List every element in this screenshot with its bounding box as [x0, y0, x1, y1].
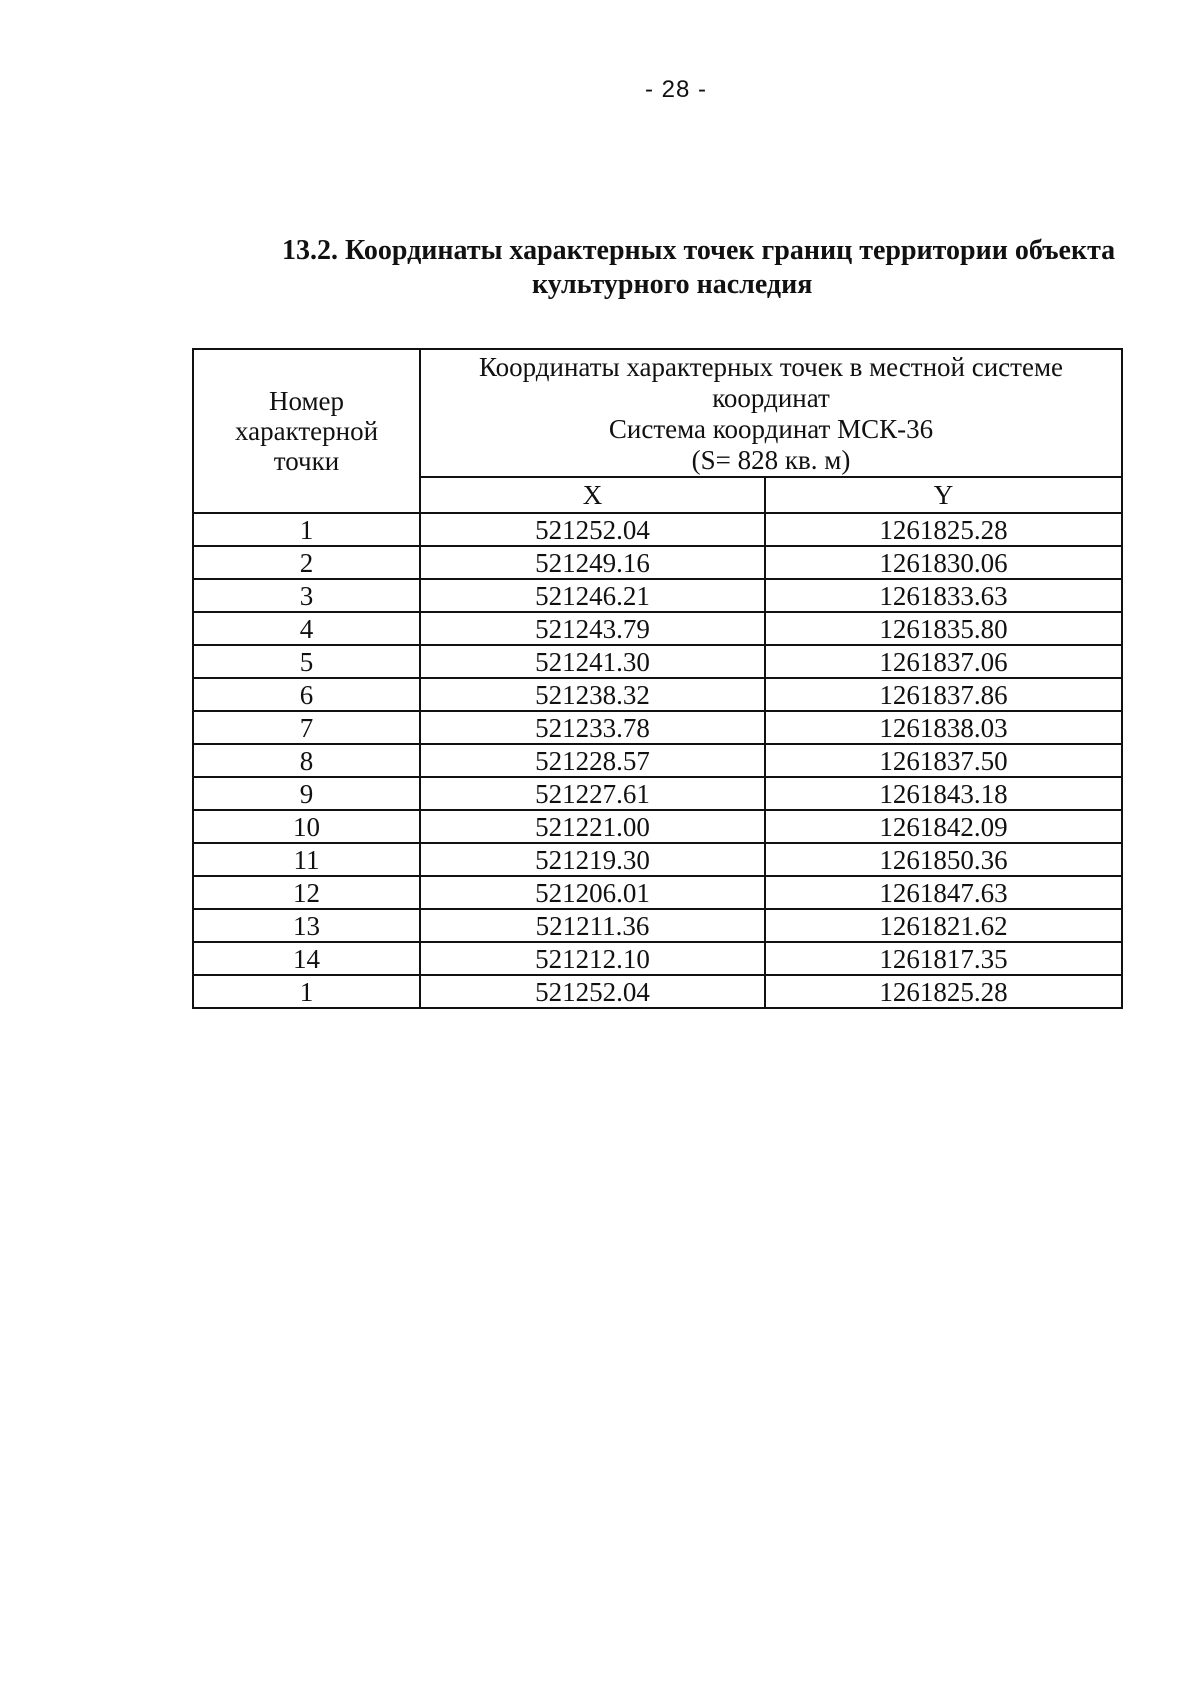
table-row — [193, 645, 1122, 678]
point-number-header — [193, 349, 420, 513]
coordinates-header-line2: координат — [712, 383, 830, 413]
table-row — [193, 579, 1122, 612]
x-cell: 521228.57 — [420, 744, 765, 777]
page-number: - 28 - — [644, 76, 707, 103]
table-row — [193, 810, 1122, 843]
y-cell: 1261825.28 — [765, 975, 1122, 1008]
x-cell: 521252.04 — [420, 975, 765, 1008]
point-number-cell: 5 — [193, 645, 420, 678]
point-number-cell: 3 — [193, 579, 420, 612]
point-number-cell: 13 — [193, 909, 420, 942]
point-number-header-line3: точки — [273, 446, 340, 476]
table-body — [193, 513, 1122, 1008]
table-row — [193, 942, 1122, 975]
point-number-cell: 4 — [193, 612, 420, 645]
coordinates-table — [192, 348, 1123, 1009]
table-row — [193, 711, 1122, 744]
x-cell: 521238.32 — [420, 678, 765, 711]
section-title-line1: 13.2. Координаты характерных точек границ территории объекта — [282, 235, 1116, 266]
y-cell: 1261837.86 — [765, 678, 1122, 711]
x-cell: 521206.01 — [420, 876, 765, 909]
y-cell: 1261843.18 — [765, 777, 1122, 810]
x-cell: 521221.00 — [420, 810, 765, 843]
table-row — [193, 975, 1122, 1008]
table-header — [193, 349, 1122, 513]
table-row — [193, 612, 1122, 645]
coordinates-header — [420, 349, 1122, 477]
table-row — [193, 546, 1122, 579]
y-cell: 1261835.80 — [765, 612, 1122, 645]
y-cell: 1261842.09 — [765, 810, 1122, 843]
y-cell: 1261838.03 — [765, 711, 1122, 744]
point-number-cell: 9 — [193, 777, 420, 810]
point-number-cell: 2 — [193, 546, 420, 579]
y-cell: 1261833.63 — [765, 579, 1122, 612]
point-number-cell: 11 — [193, 843, 420, 876]
x-cell: 521246.21 — [420, 579, 765, 612]
y-cell: 1261850.36 — [765, 843, 1122, 876]
coordinates-header-line4: (S= 828 кв. м) — [691, 445, 851, 475]
point-number-cell: 12 — [193, 876, 420, 909]
x-cell: 521211.36 — [420, 909, 765, 942]
x-cell: 521243.79 — [420, 612, 765, 645]
y-cell: 1261821.62 — [765, 909, 1122, 942]
point-number-cell: 1 — [193, 513, 420, 546]
table-row — [193, 843, 1122, 876]
section-title — [282, 234, 1142, 302]
coordinates-header-line3: Система координат МСК-36 — [608, 414, 934, 444]
section-title-line2: культурного наследия — [532, 269, 813, 300]
y-cell: 1261830.06 — [765, 546, 1122, 579]
coordinates-header-line1: Координаты характерных точек в местной системе — [478, 352, 1064, 382]
x-cell: 521219.30 — [420, 843, 765, 876]
y-column-header: Y — [765, 477, 1122, 513]
x-cell: 521252.04 — [420, 513, 765, 546]
x-cell: 521233.78 — [420, 711, 765, 744]
x-cell: 521212.10 — [420, 942, 765, 975]
point-number-cell: 10 — [193, 810, 420, 843]
y-cell: 1261817.35 — [765, 942, 1122, 975]
point-number-cell: 1 — [193, 975, 420, 1008]
point-number-header-line1: Номер — [268, 386, 345, 416]
point-number-cell: 7 — [193, 711, 420, 744]
point-number-header-line2: характерной — [234, 416, 379, 446]
table-row — [193, 744, 1122, 777]
point-number-cell: 14 — [193, 942, 420, 975]
table-row — [193, 678, 1122, 711]
table-row — [193, 876, 1122, 909]
y-cell: 1261825.28 — [765, 513, 1122, 546]
y-cell: 1261837.50 — [765, 744, 1122, 777]
point-number-cell: 6 — [193, 678, 420, 711]
table-row — [193, 513, 1122, 546]
y-cell: 1261837.06 — [765, 645, 1122, 678]
x-cell: 521227.61 — [420, 777, 765, 810]
table-row — [193, 909, 1122, 942]
x-cell: 521241.30 — [420, 645, 765, 678]
x-column-header: X — [420, 477, 765, 513]
point-number-cell: 8 — [193, 744, 420, 777]
x-cell: 521249.16 — [420, 546, 765, 579]
y-cell: 1261847.63 — [765, 876, 1122, 909]
table-row — [193, 777, 1122, 810]
